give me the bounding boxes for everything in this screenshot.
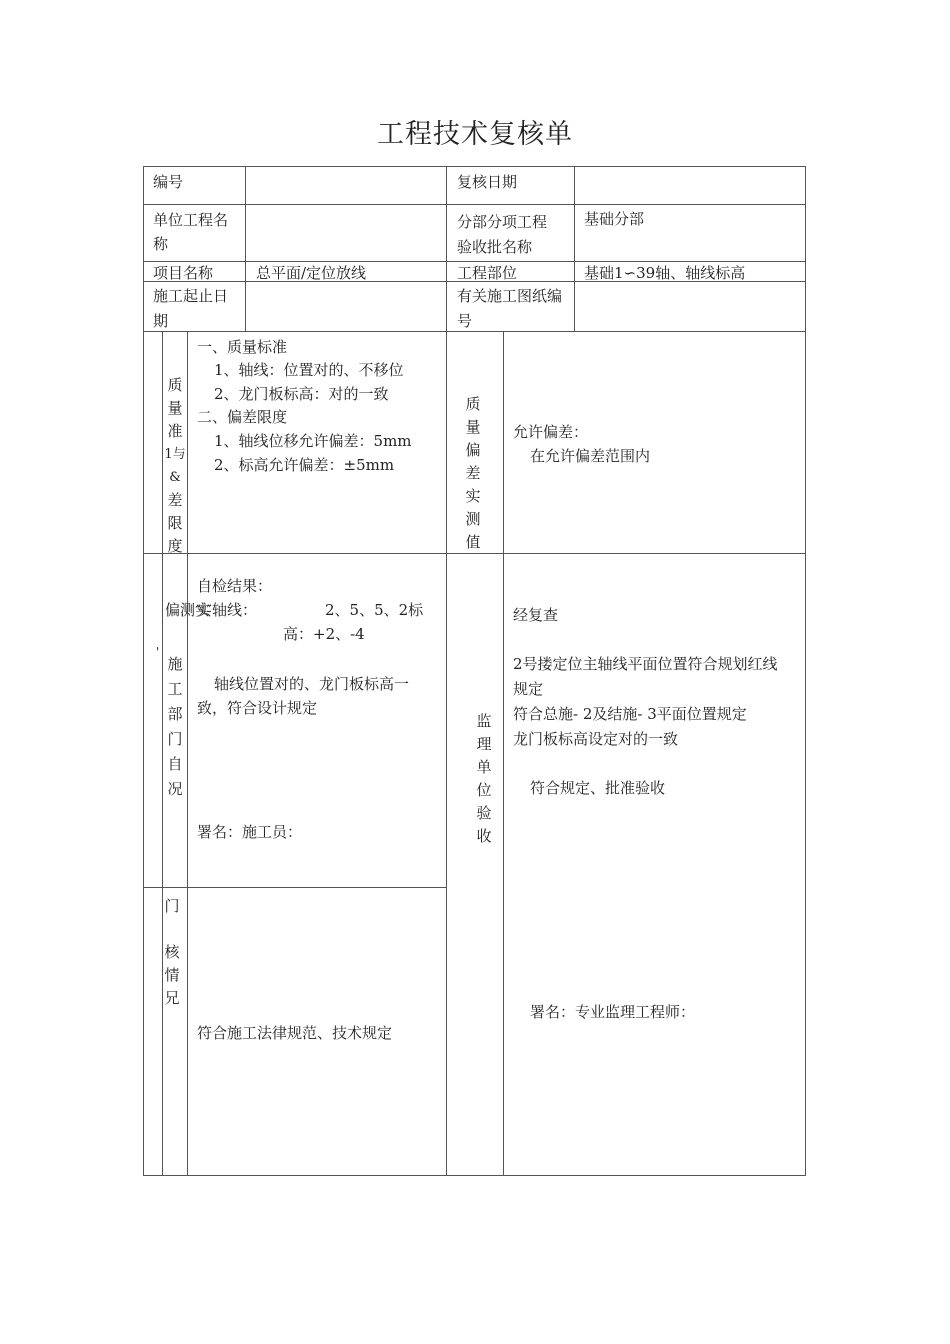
supervision-heading: 经复查 [513, 606, 559, 624]
dept-check-side-label: 门 核 情 兄 [164, 897, 180, 1007]
tuzhi-label: 有关施工图纸编 [457, 287, 563, 305]
outer-mark: ' [156, 645, 160, 659]
supervision-side-label: 监 理 单 位 验 收 [476, 712, 492, 845]
measured-side-label: 质 量 偏 差 实 测 值 [465, 395, 481, 551]
supervision-line: 2号搂定位主轴线平面位置符合规划红线 [513, 655, 778, 673]
table-border-left [143, 166, 144, 1176]
self-check-conclusion-cont: 致，符合设计规定 [197, 699, 318, 717]
standard-line: 1、轴线：位置对的、不移位 [214, 361, 404, 379]
table-border-bottom [143, 1175, 806, 1176]
table-border-right [805, 166, 806, 1176]
bianhao-label: 编号 [153, 173, 184, 191]
supervision-line: 龙门板标高设定对的一致 [513, 730, 679, 748]
tolerance-line: 1、轴线位移允许偏差：5mm [214, 432, 412, 450]
standard-side-label: 质 量 准 1与& 差 限 度 [164, 376, 186, 555]
supervisor-signature: 署名：专业监理工程师： [530, 1003, 696, 1021]
fenbu-value: 基础分部 [584, 210, 645, 228]
col-divider [574, 166, 575, 331]
axis-values: 2、5、5、2标 [325, 601, 424, 619]
constructor-signature: 署名：施工员： [197, 823, 303, 841]
tolerance-line: 2、标高允许偏差：±5mm [214, 456, 395, 474]
measured-label: 允许偏差： [513, 423, 589, 441]
riqi-label-cont: 期 [153, 312, 169, 330]
xiangmu-value: 总平面/定位放线 [256, 264, 367, 282]
col-divider [446, 166, 447, 1176]
self-check-conclusion: 轴线位置对的、龙门板标高一 [214, 675, 410, 693]
danwei-label-cont: 称 [153, 235, 169, 253]
xiangmu-label: 项目名称 [153, 264, 214, 282]
elevation-values: 高：+2、-4 [283, 625, 365, 643]
row-divider [143, 204, 806, 205]
tuzhi-label-cont: 号 [457, 312, 473, 330]
buwei-value: 基础1∽39轴、轴线标高 [584, 264, 746, 282]
supervision-line: 规定 [513, 680, 544, 698]
col-divider [245, 166, 246, 331]
self-check-side-label: 施 工 部 门 自 况 [167, 655, 183, 798]
measured-value: 在允许偏差范围内 [530, 447, 651, 465]
fenbu-label-cont: 验收批名称 [457, 238, 533, 256]
tolerance-heading: 二、偏差限度 [197, 408, 288, 426]
page-title: 工程技术复核单 [377, 119, 573, 150]
self-check-side-top: 偏测实 [165, 601, 211, 619]
row-divider [143, 331, 806, 332]
supervision-approval: 符合规定、批准验收 [530, 779, 666, 797]
axis-label: 实轴线： [197, 601, 258, 619]
table-border-top [143, 166, 806, 167]
self-check-title: 自检结果： [197, 577, 273, 595]
section-divider [143, 887, 447, 888]
fuhe-riqi-label: 复核日期 [457, 173, 518, 191]
riqi-label: 施工起止日 [153, 287, 229, 305]
fenbu-label: 分部分项工程 [457, 213, 548, 231]
danwei-label: 单位工程名 [153, 211, 229, 229]
standard-heading: 一、质量标准 [197, 338, 288, 356]
standard-line: 2、龙门板标高：对的一致 [214, 385, 389, 403]
side-col-divider [503, 331, 504, 1176]
supervision-line: 符合总施- 2及结施- 3平面位置规定 [513, 705, 747, 723]
dept-check-text: 符合施工法律规范、技术规定 [197, 1024, 393, 1042]
buwei-label: 工程部位 [457, 264, 518, 282]
